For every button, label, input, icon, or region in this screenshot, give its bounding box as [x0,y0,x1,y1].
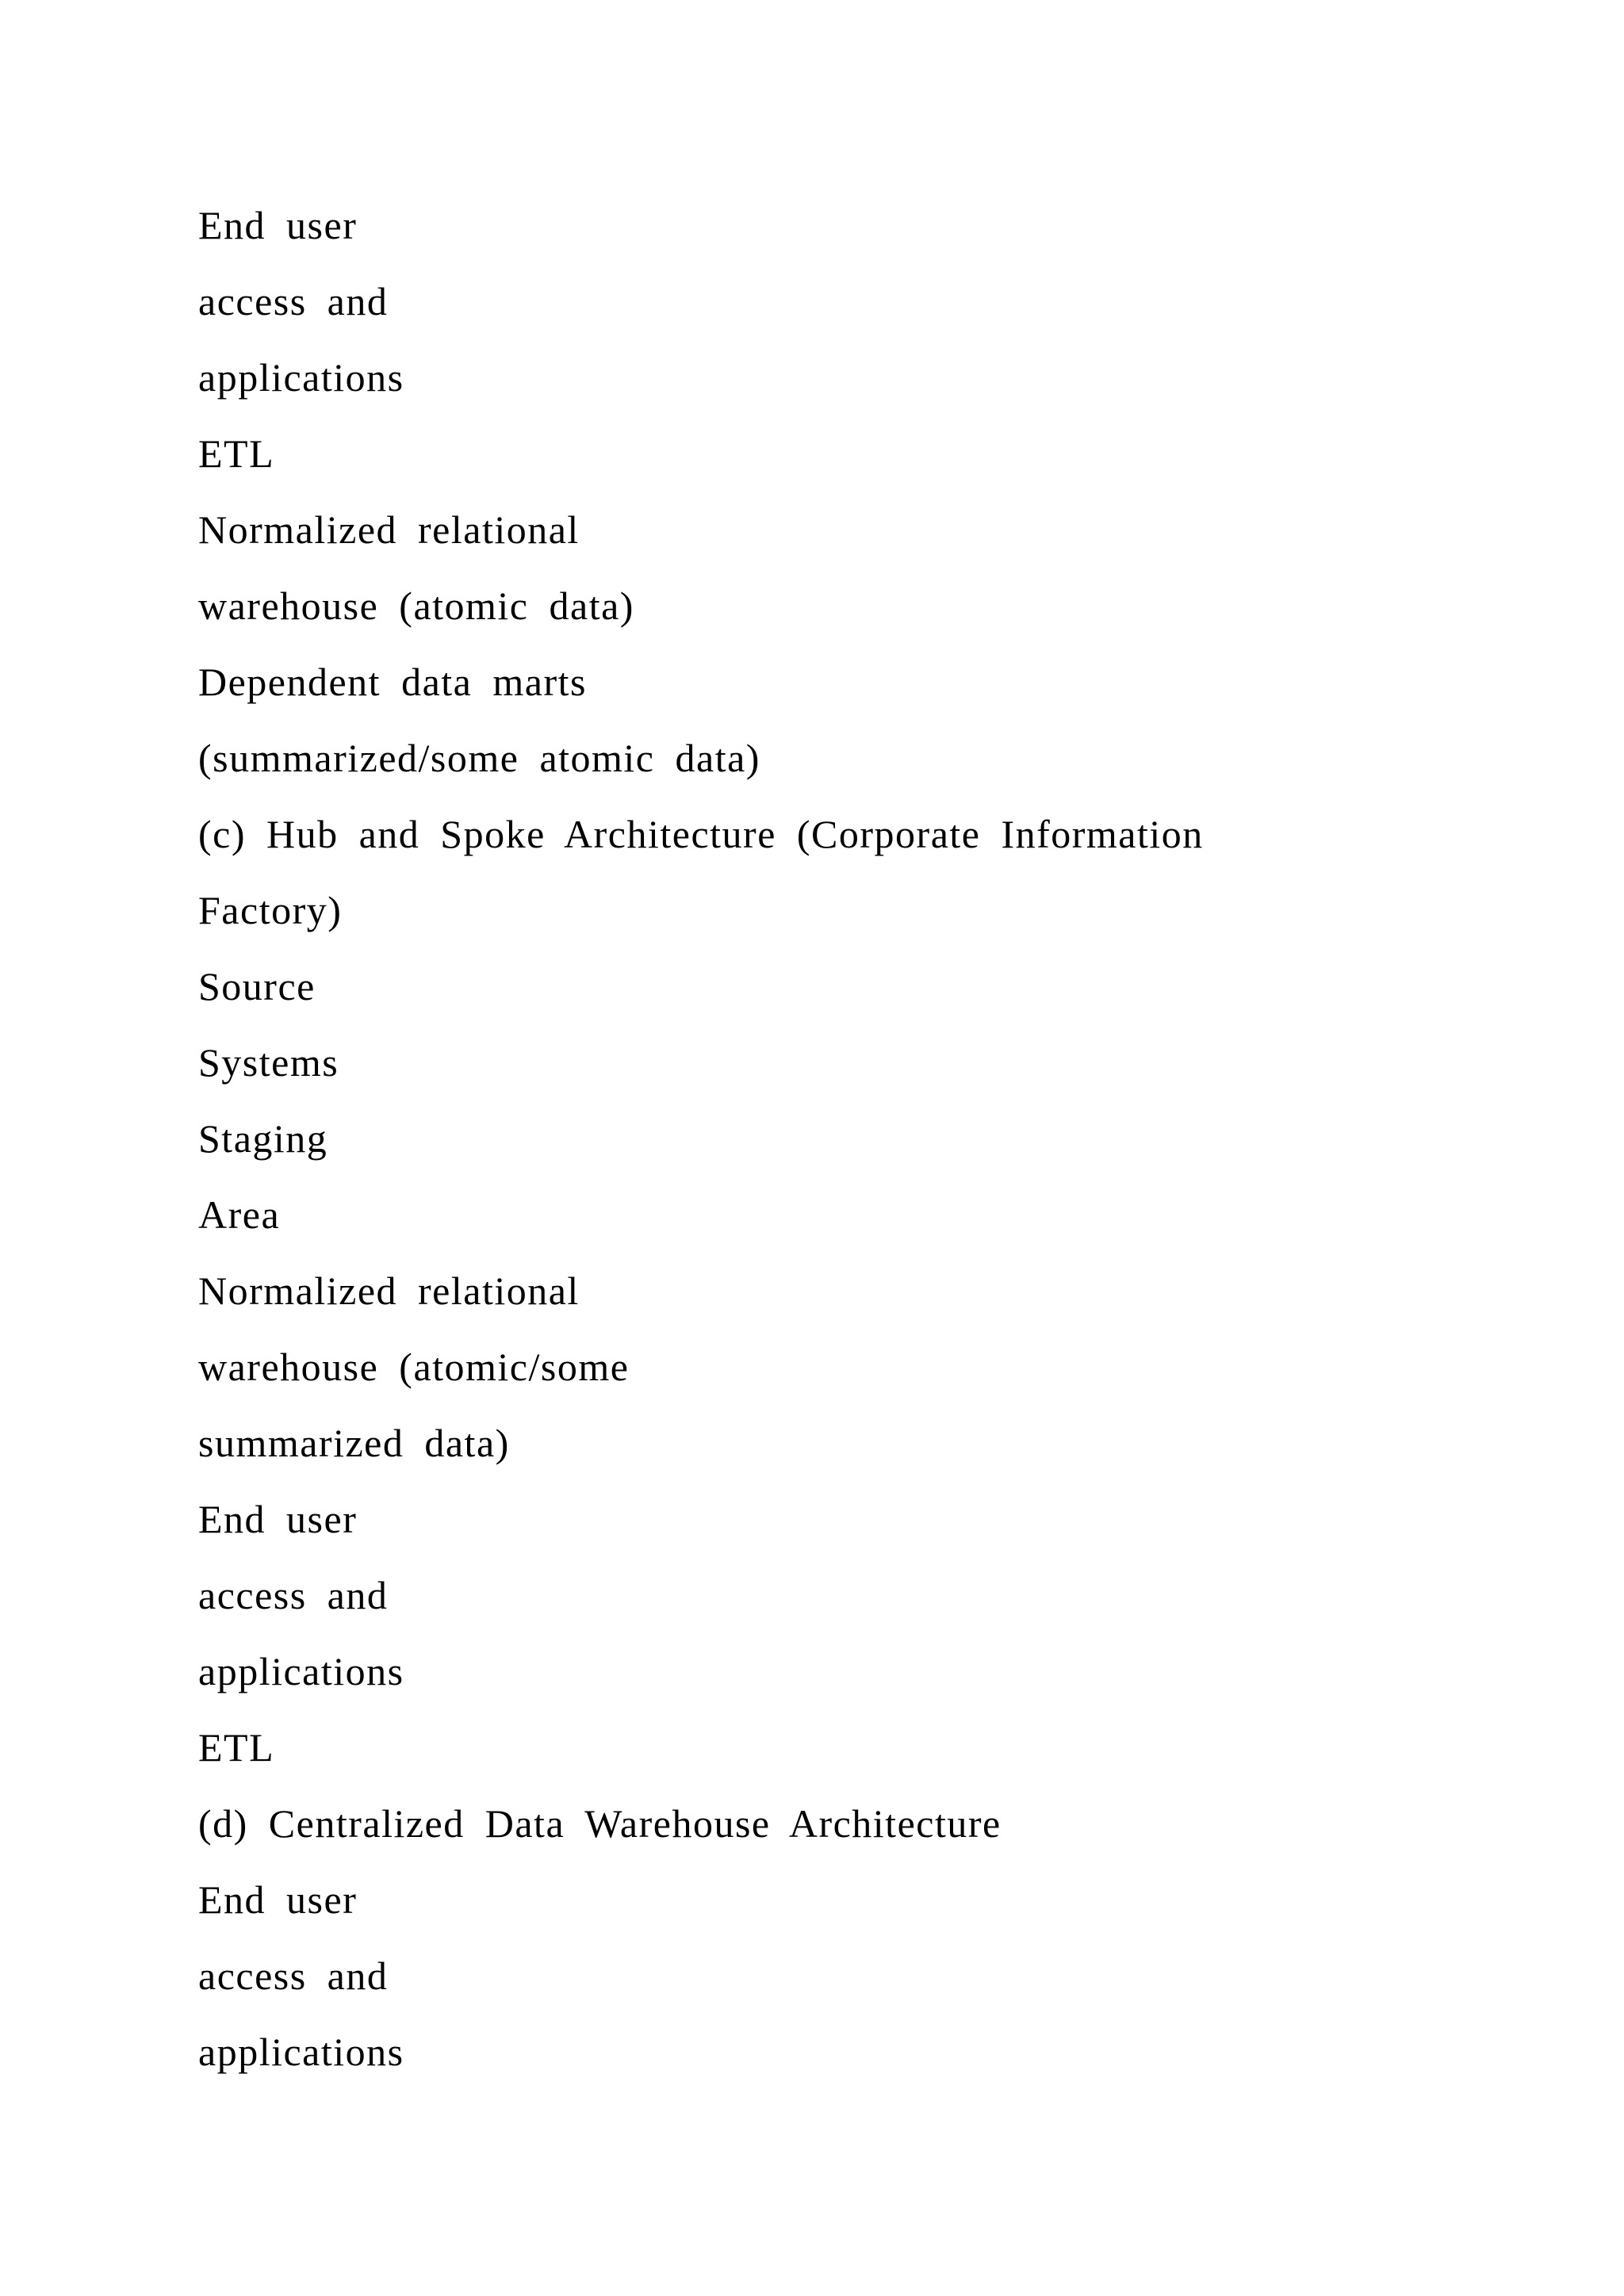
text-line: Source [198,964,316,1008]
text-body [198,187,1546,2090]
text-line: summarized data) [198,1421,510,1465]
text-line: ETL [198,1725,275,1770]
text-line: Normalized relational [198,1269,580,1313]
text-line: Factory) [198,888,343,932]
text-line: (summarized/some atomic data) [198,736,760,780]
text-line: Staging [198,1116,328,1161]
text-line: access and [198,1954,389,1998]
text-line: access and [198,279,389,323]
text-line: access and [198,1573,389,1617]
text-line: Dependent data marts [198,660,587,704]
section-heading-centralized: (d) Centralized Data Warehouse Architecture [198,1801,1002,1846]
text-line: applications [198,2030,404,2074]
text-line: ETL [198,431,275,476]
text-line: applications [198,1649,404,1693]
text-line: Systems [198,1040,339,1085]
text-line: End user [198,1497,358,1541]
text-line: End user [198,203,358,247]
text-line: warehouse (atomic data) [198,584,634,628]
text-line: applications [198,355,404,400]
section-heading-hub-and-spoke: (c) Hub and Spoke Architecture (Corporate Information [198,812,1204,856]
text-line: Normalized relational [198,507,580,552]
text-line: End user [198,1877,358,1922]
text-line: Area [198,1192,281,1237]
text-line: warehouse (atomic/some [198,1345,630,1389]
